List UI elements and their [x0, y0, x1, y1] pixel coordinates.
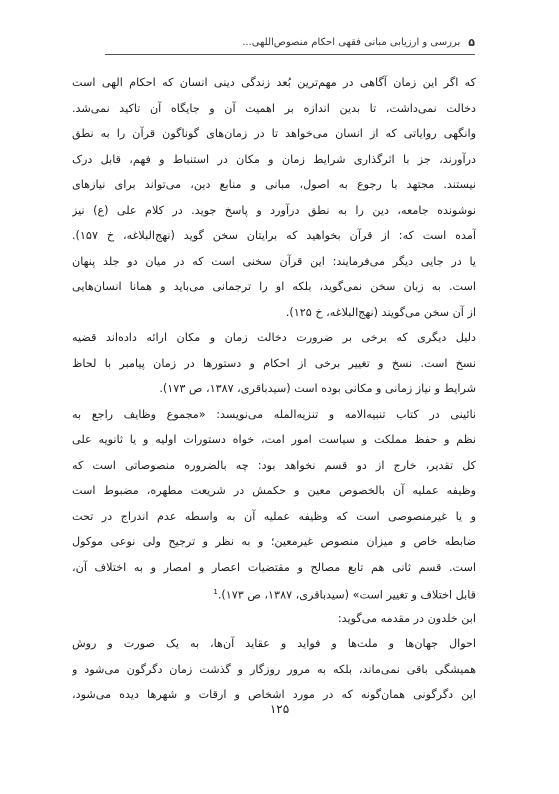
text-line: آمده است که: از قرآن بخواهید که برایتان سخن گوید (نهج‌البلاغه، خ ۱۵۷).: [72, 229, 476, 242]
paragraph: [72, 70, 476, 325]
text-line: شرایط و نیاز زمانی و مکانی بوده است (سیدباقری، ۱۳۸۷، ص ۱۷۳).: [159, 382, 476, 395]
text-line: نوشونده جامعه، دین را به نطق درآورد و پاسخ جوید. در کلام علی (ع) نیز: [72, 203, 476, 217]
text-line: وانگهی روایاتی که از انسان می‌خواهد تا در زمان‌های گوناگون قرآن را به نطق: [72, 127, 476, 140]
text-line: ابن خلدون در مقدمه می‌گوید:: [337, 611, 476, 625]
text-line: از آن سخن می‌گویند (نهج‌البلاغه، خ ۱۲۵).: [285, 305, 476, 319]
text-line: یا در جایی دیگر می‌فرمایند: این قرآن سخنی است که در میان دو جلد پنهان: [72, 254, 476, 268]
running-title: بررسی و ارزیابی مبانی فقهی احکام منصوص‌اللهی...: [242, 36, 461, 48]
text-line: نسخ است. نسخ و تغییر برخی از احکام و دستورها در زمان پیامبر با لحاظ: [72, 356, 476, 370]
text-line: این دگرگونی همان‌گونه که در مورد اشخاص و ارقات و شهرها دیده می‌شود،: [72, 688, 476, 701]
header-rule: [105, 54, 475, 55]
text-line: همیشگی باقی نمی‌ماند، بلکه به مرور روزگار و گذشت زمان دگرگون می‌شود و: [72, 662, 476, 676]
text-line: درآورند، جز با اثرگذاری شرایط زمان و مکان در استنباط و فهم، قابل درک: [72, 152, 476, 166]
text-line: ضابطه خاص و میزان منصوص غیرمعین؛ و به نظر و ترجیح ولی نوعی موکول: [72, 535, 476, 548]
paragraph: [72, 325, 476, 402]
text-line: و یا غیرمنصوصی است که وظیفه عملیه آن به واسطه عدم اندراج در تحت: [72, 509, 476, 523]
text-line: نائینی در کتاب تنبیه‌الامه و تنزیه‌المله می‌نویسد: «مجموع وظایف راجع به: [72, 407, 476, 421]
text-line: دخالت نمی‌داشت، تا بدین اندازه بر اهمیت آن و جایگاه آن تاکید نمی‌شد.: [72, 101, 476, 115]
running-header: [105, 34, 475, 50]
text-line: احوال جهان‌ها و ملت‌ها و فواید و عقاید آن‌ها، به یک صورت و روش: [72, 637, 476, 650]
text-line: که اگر این زمان آگاهی در مهم‌ترین بُعد زندگی دینی انسان که احکام الهی است: [72, 76, 476, 89]
quote-paragraph: [72, 631, 476, 708]
page-body: [72, 70, 476, 708]
footnote-marker: 1: [213, 588, 218, 596]
text-line: وظیفه عملیه آن بالخصوص معین و حکمش در شریعت مطهره، مضبوط است: [72, 484, 476, 497]
text-span: قابل اختلاف و تغییر است» (سیدباقری، ۱۳۸۷، ص ۱۷۳).: [217, 588, 476, 602]
text-line: است. قسم ثانی هم تابع مصالح و مقتضیات اعصار و امصار و به اختلاف آن،: [72, 560, 476, 574]
page-number: ۱۲۵: [269, 702, 290, 716]
header-page-number: ۵: [468, 35, 475, 49]
text-line: نیستند. مجتهد با رجوع به اصول، مبانی و منابع دین، می‌تواند برای نیازهای: [72, 178, 476, 191]
text-line: [72, 580, 476, 606]
paragraph: [72, 606, 476, 632]
text-line: است. به زبان سخن نمی‌گوید، بلکه او را ترجمانی می‌باید و همانا انسان‌هایی: [72, 280, 476, 293]
text-line: دلیل دیگری که برخی بر ضرورت دخالت زمان و مکان ارائه داده‌اند قضیه: [72, 331, 476, 344]
paragraph: [72, 402, 476, 606]
text-line: نظم و حفظ مملکت و سیاست امور امت، خواه دستورات اولیه و یا ثانویه علی: [72, 433, 476, 446]
text-line: کل تقدیر، خارج از دو قسم نخواهد بود: چه بالضروره منصوصاتی است که: [72, 458, 476, 472]
